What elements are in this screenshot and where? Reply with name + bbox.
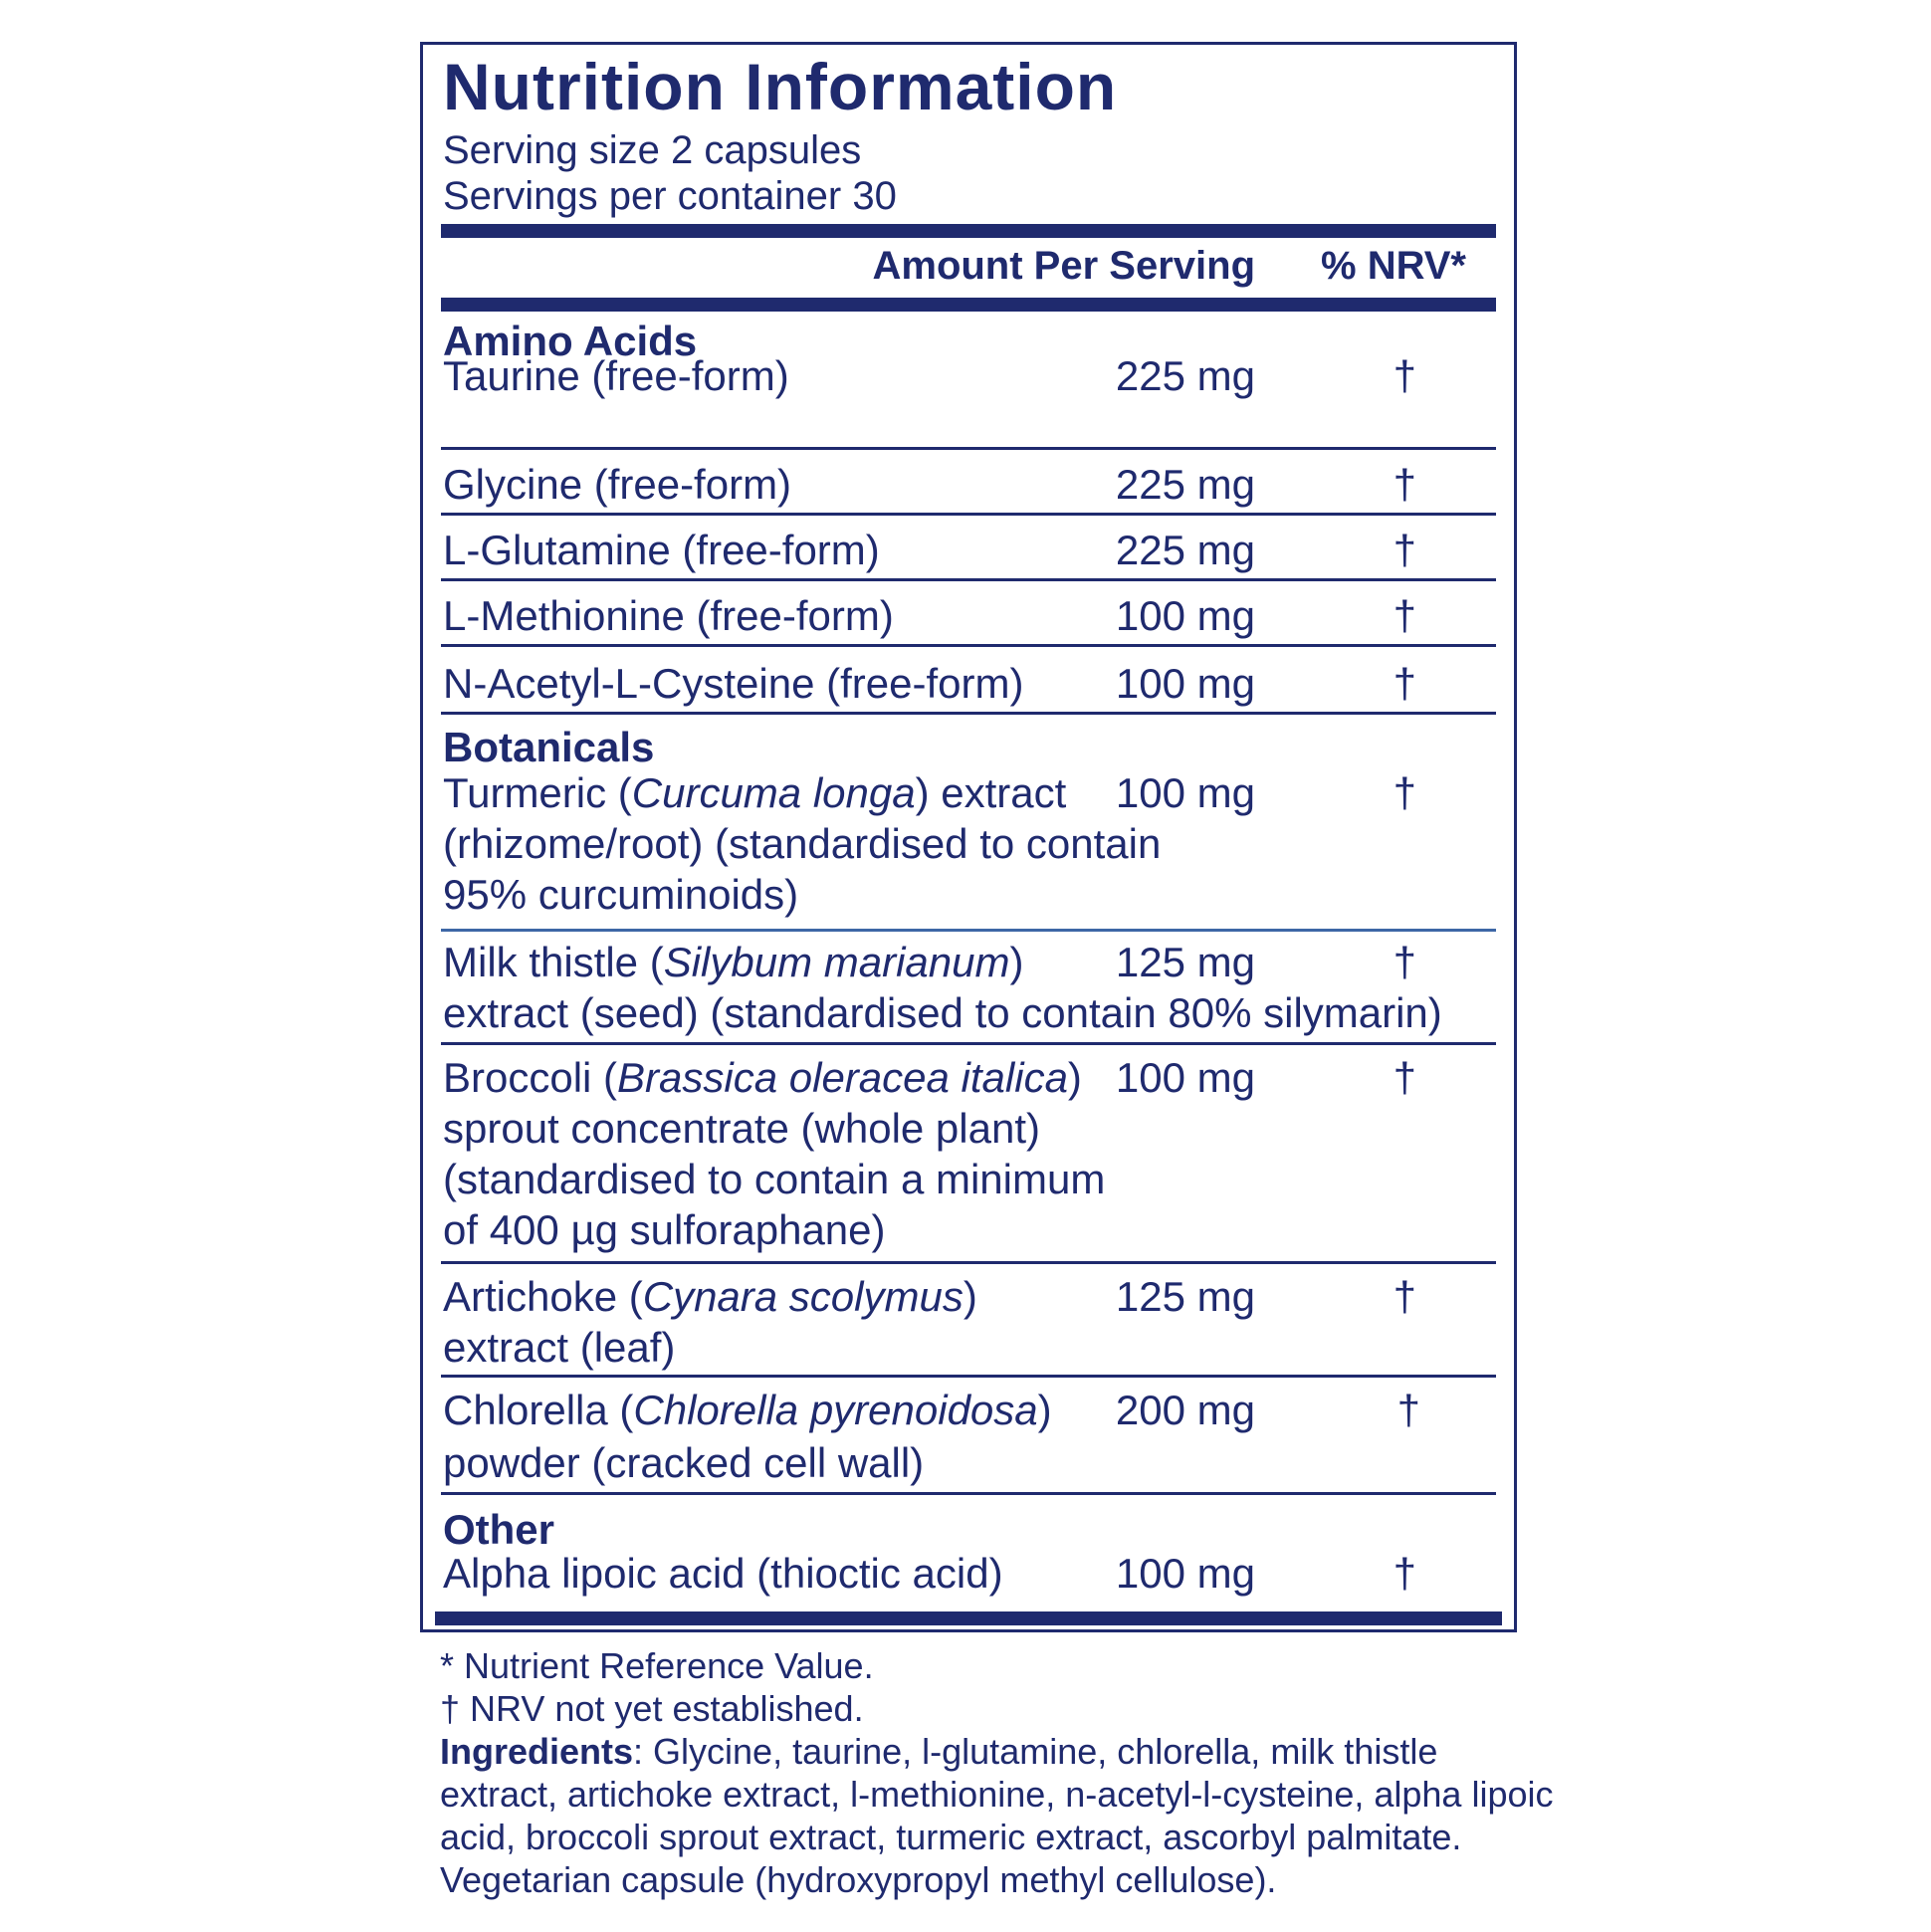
nutrient-amount: 225 mg xyxy=(1115,527,1255,573)
scientific-name: Brassica oleracea italica xyxy=(617,1054,1068,1101)
nutrient-amount: 225 mg xyxy=(1115,461,1255,508)
section-amino-acids: Amino Acids xyxy=(443,318,698,364)
nutrient-detail: (rhizome/root) (standardised to contain xyxy=(443,820,1162,867)
thick-rule xyxy=(435,1611,1502,1625)
nutrient-name: Glycine (free-form) xyxy=(443,461,792,508)
nutrient-amount: 100 mg xyxy=(1115,1550,1255,1597)
nutrient-amount: 100 mg xyxy=(1115,592,1255,639)
nutrient-name: Artichoke (Cynara scolymus) xyxy=(443,1273,977,1320)
nutrient-name: Broccoli (Brassica oleracea italica) xyxy=(443,1054,1082,1101)
row-divider xyxy=(441,447,1496,450)
nutrient-amount: 100 mg xyxy=(1115,1054,1255,1101)
nutrient-name: Turmeric (Curcuma longa) extract xyxy=(443,769,1067,816)
panel-title: Nutrition Information xyxy=(443,50,1118,123)
nutrient-name: L-Methionine (free-form) xyxy=(443,592,894,639)
nutrient-name: Chlorella (Chlorella pyrenoidosa) xyxy=(443,1387,1052,1433)
section-other: Other xyxy=(443,1506,555,1553)
ingredients-text: : Glycine, taurine, l-glutamine, chlorella, milk thistle xyxy=(633,1731,1438,1772)
thick-rule xyxy=(441,224,1496,238)
dagger-footnote: † NRV not yet established. xyxy=(440,1688,864,1729)
nutrient-amount: 100 mg xyxy=(1115,769,1255,816)
nutrient-amount: 125 mg xyxy=(1115,939,1255,985)
ingredients-line xyxy=(440,1730,1535,1773)
scientific-name: Curcuma longa xyxy=(631,769,916,816)
row-divider xyxy=(441,1375,1496,1378)
ingredients-text: acid, broccoli sprout extract, turmeric extract, ascorbyl palmitate. xyxy=(440,1817,1462,1857)
nutrient-detail: of 400 µg sulforaphane) xyxy=(443,1206,886,1253)
nutrient-detail: extract (seed) (standardised to contain 80% silymarin) xyxy=(443,989,1442,1036)
nutrient-nrv: † xyxy=(1393,592,1416,639)
ingredients-text: extract, artichoke extract, l-methionine, n-acetyl-l-cysteine, alpha lipoic xyxy=(440,1774,1554,1815)
nutrient-nrv: † xyxy=(1393,1273,1416,1320)
ingredients-text: Vegetarian capsule (hydroxypropyl methyl cellulose). xyxy=(440,1859,1277,1900)
thick-rule xyxy=(441,298,1496,312)
scientific-name: Chlorella pyrenoidosa xyxy=(633,1387,1038,1433)
nutrient-detail: extract (leaf) xyxy=(443,1324,676,1371)
nutrient-detail: (standardised to contain a minimum xyxy=(443,1156,1106,1202)
nutrient-nrv: † xyxy=(1396,1387,1420,1433)
nutrient-name: Milk thistle (Silybum marianum) xyxy=(443,939,1024,985)
nutrient-nrv: † xyxy=(1393,352,1416,399)
nutrient-detail: sprout concentrate (whole plant) xyxy=(443,1105,1040,1152)
nutrient-nrv: † xyxy=(1393,461,1416,508)
serving-size: Serving size 2 capsules xyxy=(443,128,862,172)
nutrient-name: Taurine (free-form) xyxy=(443,352,789,399)
nutrient-amount: 125 mg xyxy=(1115,1273,1255,1320)
nutrient-detail: powder (cracked cell wall) xyxy=(443,1439,925,1486)
row-divider xyxy=(441,1042,1496,1045)
ingredients-label: Ingredients xyxy=(440,1731,634,1772)
nrv-footnote: * Nutrient Reference Value. xyxy=(440,1645,874,1686)
amount-per-serving-header: Amount Per Serving xyxy=(872,244,1255,288)
section-botanicals: Botanicals xyxy=(443,724,655,770)
row-divider xyxy=(441,1492,1496,1495)
row-divider xyxy=(441,712,1496,715)
nutrient-name: L-Glutamine (free-form) xyxy=(443,527,880,573)
nutrient-amount: 200 mg xyxy=(1115,1387,1255,1433)
row-divider xyxy=(441,1261,1496,1264)
row-divider xyxy=(441,644,1496,647)
row-divider xyxy=(441,929,1496,932)
nutrient-name: Alpha lipoic acid (thioctic acid) xyxy=(443,1550,1003,1597)
nutrient-nrv: † xyxy=(1393,660,1416,707)
row-divider xyxy=(441,513,1496,516)
nutrition-panel xyxy=(420,42,1517,1632)
footnotes xyxy=(440,1644,1554,1901)
nutrient-nrv: † xyxy=(1393,939,1416,985)
nrv-header: % NRV* xyxy=(1321,244,1466,288)
nutrient-detail: 95% curcuminoids) xyxy=(443,871,799,918)
row-divider xyxy=(441,578,1496,581)
nutrient-nrv: † xyxy=(1393,769,1416,816)
nutrient-name: N-Acetyl-L-Cysteine (free-form) xyxy=(443,660,1024,707)
servings-per-container: Servings per container 30 xyxy=(443,174,897,218)
nutrient-amount: 100 mg xyxy=(1115,660,1255,707)
nutrient-nrv: † xyxy=(1393,1550,1416,1597)
scientific-name: Silybum marianum xyxy=(663,939,1010,985)
nutrient-amount: 225 mg xyxy=(1115,352,1255,399)
nutrient-nrv: † xyxy=(1393,1054,1416,1101)
nutrient-nrv: † xyxy=(1393,527,1416,573)
scientific-name: Cynara scolymus xyxy=(642,1273,964,1320)
